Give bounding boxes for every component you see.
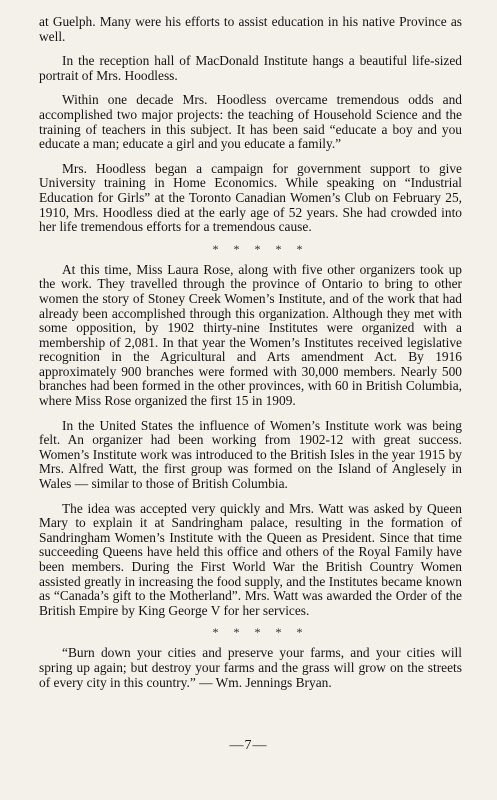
paragraph-queen-mary: The idea was accepted very quickly and Mrs. Watt was asked by Queen Mary to explain it at Sandringham palace, resulting in the formation of Sandringham Women’s Institute with the Queen as President. Since that time succeeding Queens have held this office and others of the Royal Family have been members. During the First World War the British Country Women assisted greatly in increasing the food supply, and the Institutes became known as “Canada’s gift to the Motherland”. Mrs. Watt was awarded the Order of the British Empire by King George V for her services. bbox=[39, 500, 462, 618]
section-separator: * * * * * bbox=[212, 625, 309, 640]
paragraph-guelph: at Guelph. Many were his efforts to assist education in his native Province as well. bbox=[39, 14, 462, 44]
paragraph-laura-rose: At this time, Miss Laura Rose, along with five other organizers took up the work. They travelled through the province of Ontario to bring to other women the story of Stoney Creek Women’s Institute, and of the work that had already been accomplished through this organization. Although they met with some opposition, by 1902 thirty-nine Institutes were organized with a membership of 2,081. In that year the Women’s Institutes received legislative recognition in the Agricultural and Arts amendment Act. By 1916 approximately 900 branches were formed with 30,000 members. Nearly 500 branches had been formed in the other provinces, with 60 in British Columbia, where Miss Rose organized the first 15 in 1909. bbox=[39, 261, 462, 409]
section-separator: * * * * * bbox=[212, 241, 309, 256]
page-number: —7— bbox=[229, 738, 268, 753]
paragraph-united-states: In the United States the influence of Women’s Institute work was being felt. An organizer had been working from 1902-12 with great success. Women’s Institute work was introduced to the British Isles in the year 1915 by Mrs. Alfred Watt, the first group was formed on the Island of Anglesely in Wales — similar to those of British Columbia. bbox=[39, 417, 462, 492]
paragraph-decade: Within one decade Mrs. Hoodless overcame tremendous odds and accomplished two major projects: the teaching of Household Science and the training of teachers in this subject. It has been said “educate a boy and you educate a man; educate a girl and you educate a family.” bbox=[39, 92, 462, 152]
document-body bbox=[39, 15, 462, 700]
paragraph-portrait: In the reception hall of MacDonald Institute hangs a beautiful life-sized portrait of Mrs. Hoodless. bbox=[39, 53, 462, 83]
paragraph-campaign: Mrs. Hoodless began a campaign for government support to give University training in Home Economics. While speaking on “Industrial Education for Girls” at the Toronto Canadian Women’s Club on February 25, 1910, Mrs. Hoodless died at the early age of 52 years. She had crowded into her life tremendous efforts for a tremendous cause. bbox=[39, 160, 462, 235]
paragraph-quote: “Burn down your cities and preserve your farms, and your cities will spring up again; but destroy your farms and the grass will grow on the streets of every city in this country.” — Wm. Jennings Bryan. bbox=[39, 645, 462, 690]
